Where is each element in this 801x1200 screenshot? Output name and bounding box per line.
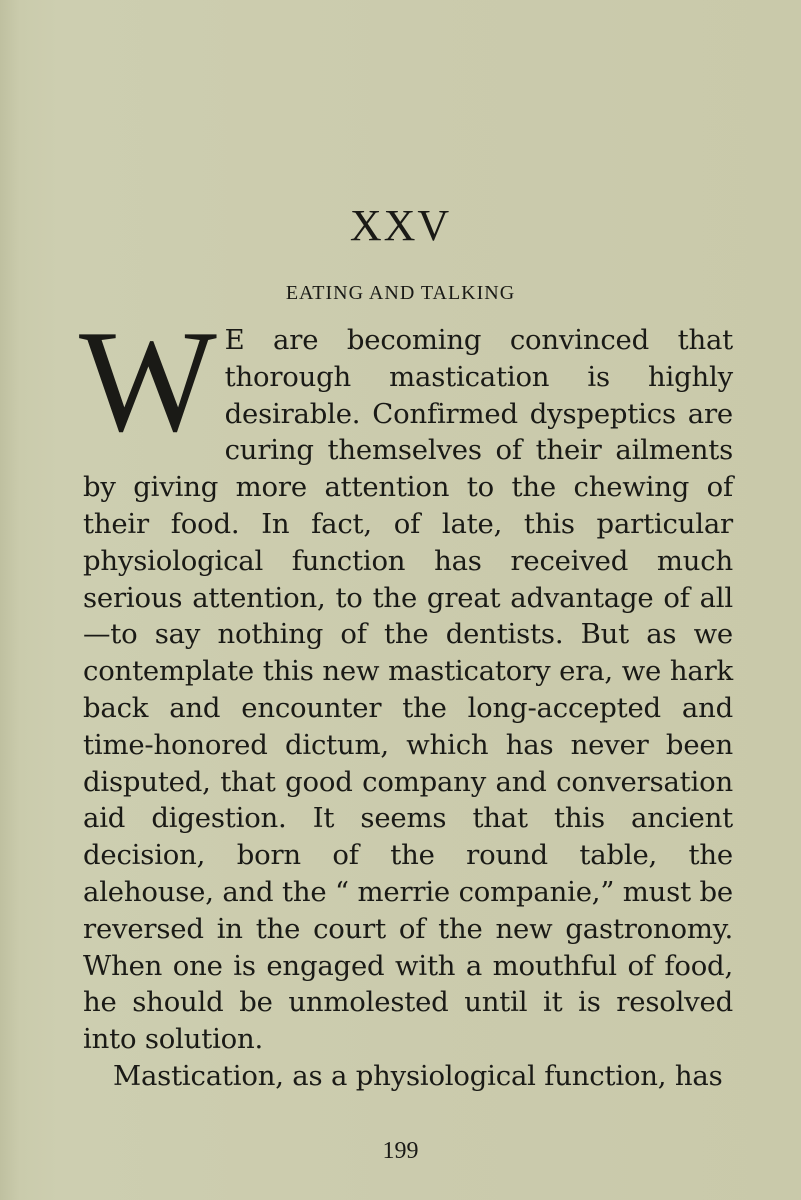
page-number: 199 (382, 1138, 419, 1164)
paragraph-2 (83, 1058, 733, 1095)
paragraph-1 (79, 300, 733, 1058)
drop-cap: W (79, 300, 217, 462)
body-text (79, 300, 733, 1095)
paragraph-2-text: Mastication, as a physiological function, has (113, 1059, 723, 1092)
chapter-title: EATING AND TALKING (285, 282, 516, 304)
paragraph-1-text: E are becoming convinced that thorough mastication is highly desirable. Confirmed dyspeptics are curing themselves of their ailments by giving more attention to the chewing of their food. In fact, of late, this particular physiological function has received much serious attention, to the great advantage of all—to say nothing of the dentists. But as we contemplate this new masticatory era, we hark back and encounter the long-accepted and time-honored dictum, which has never been disputed, that good company and conversation aid digestion. It seems that this ancient decision, born of the round table, the alehouse, and the “ merrie companie,” must be reversed in the court of the new gastronomy. When one is engaged with a mouthful of food, he should be unmolested until it is resolved into solution. (83, 324, 733, 1056)
chapter-number: XXV (349, 201, 452, 250)
